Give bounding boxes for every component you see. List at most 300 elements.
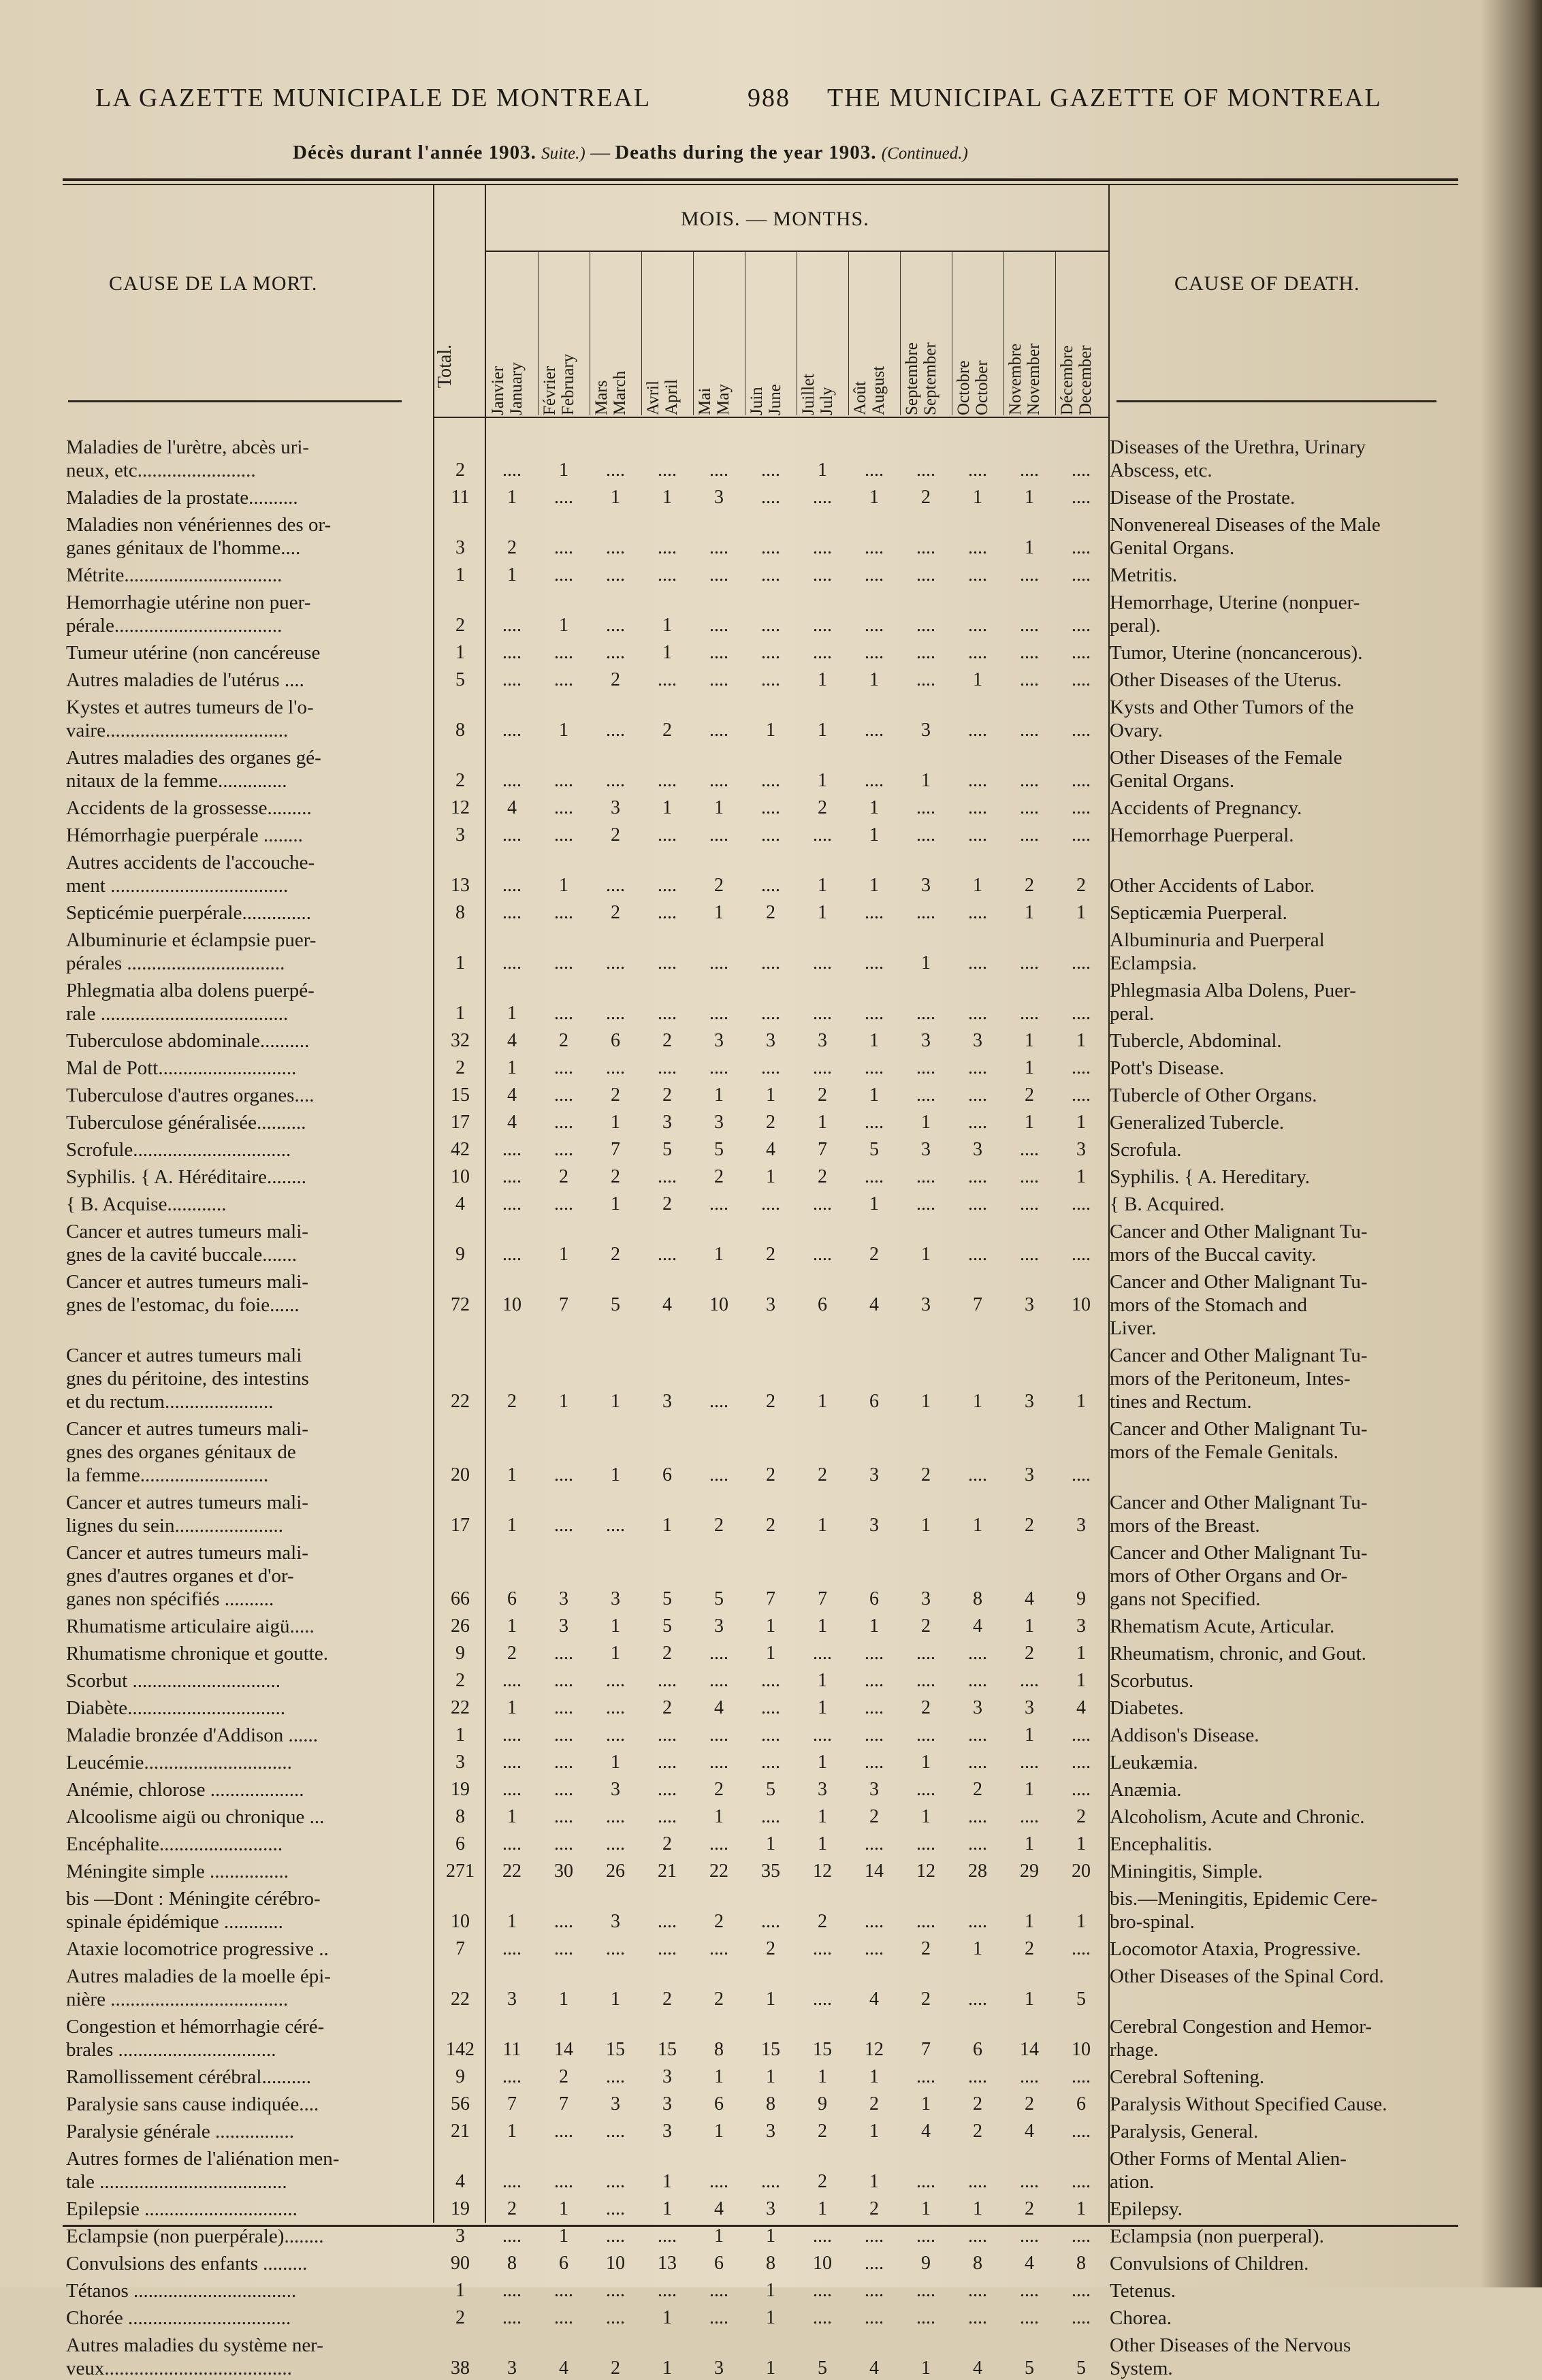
- month-cell: ....: [865, 2280, 884, 2301]
- month-cell: ....: [658, 902, 677, 923]
- month-cell: 3: [869, 1515, 879, 1536]
- month-cell: ....: [813, 564, 832, 585]
- header-dash-en: [1117, 400, 1436, 402]
- cause-en-line: [1110, 851, 1477, 874]
- month-cell: 2: [507, 1643, 517, 1664]
- month-cell: ....: [606, 770, 625, 791]
- month-cell: 1: [1025, 537, 1034, 558]
- month-cell: ....: [865, 1643, 884, 1664]
- month-cell: 1: [921, 1806, 931, 1827]
- month-cell: 1: [818, 2198, 827, 2219]
- month-cell: ....: [554, 1112, 573, 1133]
- cause-en-line: mors of the Peritoneum, Intes-: [1110, 1368, 1351, 1389]
- cause-fr: [66, 1669, 423, 1692]
- total-cell: 13: [451, 875, 470, 896]
- month-cell: ....: [1020, 2171, 1039, 2192]
- month-label-fr: Mars: [592, 380, 611, 415]
- cause-en-line: Rheumatism, chronic, and Gout.: [1110, 1643, 1366, 1665]
- cause-fr: [66, 1751, 423, 1774]
- cause-fr-line: Ramollissement cérébral..........: [66, 2066, 311, 2088]
- cause-en-line: Eclampsia.: [1110, 952, 1198, 974]
- month-cell: ....: [865, 2253, 884, 2274]
- month-cell: ....: [606, 642, 625, 663]
- month-cell: ....: [865, 2307, 884, 2328]
- month-cell: ....: [968, 564, 987, 585]
- month-cell: ....: [968, 1193, 987, 1215]
- month-cell: ....: [1072, 2225, 1091, 2247]
- cause-en: [1110, 1887, 1477, 1933]
- cause-en-line: bis.—Meningitis, Epidemic Cere-: [1110, 1888, 1378, 1910]
- month-cell: 1: [1025, 1833, 1034, 1854]
- month-cell: ....: [916, 615, 935, 636]
- cause-en-line: { B. Acquired.: [1110, 1193, 1225, 1215]
- month-cell: 4: [507, 1030, 517, 1051]
- month-cell: ....: [865, 1938, 884, 1959]
- cause-fr-line: brales ................................: [66, 2039, 276, 2061]
- cause-fr-line: Cancer et autres tumeurs mali-: [66, 1418, 308, 1440]
- cause-en-line: Cerebral Softening.: [1110, 2066, 1265, 2088]
- cause-en-line: Liver.: [1110, 1317, 1157, 1339]
- month-cell: ....: [554, 1697, 573, 1718]
- month-cell: 4: [921, 2121, 931, 2142]
- month-cell: ....: [709, 642, 728, 663]
- month-cell: 6: [559, 2253, 568, 2274]
- month-cell: ....: [554, 902, 573, 923]
- month-cell: ....: [502, 1670, 521, 1691]
- month-cell: 5: [611, 1294, 620, 1315]
- month-label-fr: Octobre: [954, 360, 973, 415]
- month-cell: 1: [559, 615, 568, 636]
- month-cell: 1: [507, 1515, 517, 1536]
- month-cell: ....: [968, 2225, 987, 2247]
- month-cell: 5: [662, 1615, 672, 1637]
- month-cell: 1: [869, 669, 879, 690]
- cause-en-line: gans not Specified.: [1110, 1588, 1261, 1610]
- month-cell: ....: [865, 1166, 884, 1187]
- month-cell: ....: [606, 2171, 625, 2192]
- cause-fr: [66, 1138, 423, 1161]
- month-cell: 3: [818, 1779, 827, 1800]
- month-cell: 10: [813, 2253, 832, 2274]
- month-cell: ....: [761, 1806, 780, 1827]
- month-cell: ....: [606, 1515, 625, 1536]
- cause-fr-line: vaire.....................................: [66, 720, 289, 741]
- month-cell: 21: [658, 1861, 677, 1882]
- month-cell: ....: [865, 1911, 884, 1932]
- month-cell: ....: [1072, 487, 1091, 508]
- month-cell: ....: [813, 615, 832, 636]
- month-cell: 2: [766, 1244, 775, 1265]
- month-divider: [693, 252, 694, 415]
- total-cell: 1: [455, 1003, 465, 1024]
- cause-fr: [66, 1417, 423, 1487]
- month-cell: 4: [1025, 2121, 1034, 2142]
- month-cell: 12: [865, 2039, 884, 2060]
- month-cell: ....: [554, 2280, 573, 2301]
- month-cell: 2: [714, 1911, 724, 1932]
- month-cell: 3: [662, 2093, 672, 2114]
- month-cell: 4: [507, 797, 517, 818]
- month-cell: 1: [714, 797, 724, 818]
- month-cell: 2: [611, 1244, 620, 1265]
- cause-en-line: Hemorrhage Puerperal.: [1110, 824, 1294, 846]
- month-label-fr: Mai: [696, 387, 714, 415]
- month-cell: ....: [658, 1752, 677, 1773]
- cause-fr: [66, 746, 423, 792]
- month-cell: 26: [606, 1861, 625, 1882]
- month-cell: ....: [761, 2171, 780, 2192]
- month-cell: 5: [662, 1588, 672, 1609]
- month-cell: 8: [714, 2039, 724, 2060]
- cause-en-line: Abscess, etc.: [1110, 460, 1212, 481]
- month-cell: 3: [714, 487, 724, 508]
- month-cell: 12: [813, 1861, 832, 1882]
- month-cell: ....: [916, 824, 935, 846]
- month-cell: 20: [1072, 1861, 1091, 1882]
- total-cell: 21: [451, 2121, 470, 2142]
- month-cell: ....: [865, 1057, 884, 1078]
- month-label-fr: Juillet: [799, 373, 818, 415]
- month-cell: 3: [611, 1911, 620, 1932]
- total-cell: 8: [455, 720, 465, 741]
- month-cell: ....: [606, 2280, 625, 2301]
- month-cell: ....: [761, 1752, 780, 1773]
- month-cell: 9: [921, 2253, 931, 2274]
- cause-en-line: Metritis.: [1110, 564, 1178, 586]
- month-cell: ....: [658, 1779, 677, 1800]
- month-cell: ....: [916, 2307, 935, 2328]
- total-cell: 9: [455, 1244, 465, 1265]
- month-cell: 10: [606, 2253, 625, 2274]
- month-cell: 1: [766, 1833, 775, 1854]
- total-cell: 9: [455, 1643, 465, 1664]
- month-cell: ....: [554, 1779, 573, 1800]
- month-cell: 2: [818, 1911, 827, 1932]
- top-rule: [63, 178, 1458, 181]
- month-cell: ....: [709, 1670, 728, 1691]
- cause-en: [1110, 2015, 1477, 2061]
- month-cell: 2: [1025, 875, 1034, 896]
- month-cell: 1: [714, 1084, 724, 1106]
- cause-fr-line: Autres maladies des organes gé-: [66, 747, 321, 769]
- total-cell: 20: [451, 1464, 470, 1485]
- month-cell: 29: [1020, 1861, 1039, 1882]
- month-cell: ....: [709, 952, 728, 974]
- month-cell: 1: [507, 487, 517, 508]
- total-cell: 11: [451, 487, 470, 508]
- cause-fr-line: gnes des organes génitaux de: [66, 1441, 296, 1463]
- cause-en-line: Paralysis, General.: [1110, 2121, 1259, 2142]
- month-cell: 1: [973, 669, 982, 690]
- month-cell: 2: [766, 902, 775, 923]
- month-cell: ....: [968, 2066, 987, 2087]
- month-cell: ....: [813, 1057, 832, 1078]
- cause-en: [1110, 2198, 1477, 2221]
- month-cell: ....: [916, 1670, 935, 1691]
- month-cell: 6: [714, 2093, 724, 2114]
- month-cell: ....: [554, 1139, 573, 1160]
- month-cell: ....: [761, 1193, 780, 1215]
- cause-en: [1110, 1138, 1477, 1161]
- month-cell: 2: [507, 2198, 517, 2219]
- month-cell: 3: [766, 2198, 775, 2219]
- month-cell: ....: [554, 1515, 573, 1536]
- month-cell: 1: [714, 2225, 724, 2247]
- total-cell: 271: [446, 1861, 475, 1882]
- cause-fr-line: nière ....................................: [66, 1989, 289, 2010]
- month-cell: 1: [1076, 1911, 1086, 1932]
- month-cell: 1: [662, 2358, 672, 2379]
- month-cell: ....: [916, 1643, 935, 1664]
- total-cell: 1: [455, 564, 465, 585]
- month-cell: 1: [921, 2093, 931, 2114]
- month-cell: ....: [554, 1833, 573, 1854]
- month-cell: 15: [606, 2039, 625, 2060]
- month-cell: 1: [662, 2307, 672, 2328]
- month-cell: ....: [658, 537, 677, 558]
- month-cell: ....: [1072, 1752, 1091, 1773]
- month-cell: 10: [1072, 1294, 1091, 1315]
- cause-fr: [66, 929, 423, 975]
- month-header-september: [903, 252, 952, 415]
- month-cell: 1: [662, 797, 672, 818]
- month-cell: 4: [869, 2358, 879, 2379]
- cause-en-header: CAUSE OF DEATH.: [1174, 272, 1360, 295]
- month-cell: 1: [611, 1643, 620, 1664]
- month-cell: 8: [766, 2253, 775, 2274]
- cause-fr: [66, 2334, 423, 2380]
- cause-en-line: peral.: [1110, 1003, 1155, 1025]
- month-cell: ....: [761, 487, 780, 508]
- month-cell: ....: [1020, 824, 1039, 846]
- cause-fr-line: rale ......................................: [66, 1003, 289, 1025]
- cause-en: [1110, 824, 1477, 847]
- month-cell: ....: [606, 1806, 625, 1827]
- month-cell: 1: [1025, 1779, 1034, 1800]
- month-cell: 3: [1025, 1391, 1034, 1412]
- cause-fr-line: Tumeur utérine (non cancéreuse: [66, 642, 321, 664]
- cause-fr-line: gnes du péritoine, des intestins: [66, 1368, 309, 1389]
- month-cell: 1: [766, 2066, 775, 2087]
- month-cell: ....: [554, 1911, 573, 1932]
- month-cell: ....: [554, 564, 573, 585]
- month-cell: 1: [507, 1697, 517, 1718]
- total-cell: 26: [451, 1615, 470, 1637]
- top-rule-thin: [63, 184, 1458, 185]
- month-cell: 1: [662, 1515, 672, 1536]
- month-cell: ....: [968, 1084, 987, 1106]
- month-cell: 14: [865, 1861, 884, 1882]
- month-cell: 8: [766, 2093, 775, 2114]
- month-cell: ....: [968, 1643, 987, 1664]
- cause-en-line: Cancer and Other Malignant Tu-: [1110, 1542, 1368, 1564]
- month-cell: ....: [865, 1697, 884, 1718]
- month-divider: [1055, 252, 1056, 415]
- month-cell: 3: [611, 1779, 620, 1800]
- cause-en: [1110, 1084, 1477, 1107]
- month-cell: 6: [662, 1464, 672, 1485]
- month-cell: ....: [658, 1057, 677, 1078]
- cause-fr: [66, 824, 423, 847]
- month-cell: ....: [709, 1003, 728, 1024]
- cause-fr: [66, 1937, 423, 1961]
- month-header-june: [748, 252, 797, 415]
- month-cell: 1: [921, 2198, 931, 2219]
- month-cell: ....: [968, 460, 987, 481]
- cause-en: [1110, 641, 1477, 664]
- month-cell: ....: [1072, 564, 1091, 585]
- month-cell: ....: [1072, 2280, 1091, 2301]
- month-cell: 1: [818, 460, 827, 481]
- month-cell: ....: [554, 669, 573, 690]
- cause-en-line: Other Diseases of the Spinal Cord.: [1110, 1965, 1384, 1987]
- month-cell: ....: [813, 1989, 832, 2010]
- month-cell: 1: [662, 2198, 672, 2219]
- cause-fr-line: Rhumatisme chronique et goutte.: [66, 1643, 328, 1665]
- month-cell: ....: [658, 2280, 677, 2301]
- cause-fr-line: Maladies de l'urètre, abcès uri-: [66, 436, 310, 458]
- month-cell: 1: [714, 1244, 724, 1265]
- month-cell: ....: [968, 642, 987, 663]
- month-cell: 1: [766, 1166, 775, 1187]
- cause-fr-line: Septicémie puerpérale..............: [66, 902, 311, 924]
- month-cell: ....: [502, 720, 521, 741]
- month-cell: ....: [606, 564, 625, 585]
- subtitle-fr-suite: Suite.): [541, 144, 585, 163]
- month-cell: ....: [554, 770, 573, 791]
- month-cell: 1: [766, 1615, 775, 1637]
- month-cell: ....: [916, 1911, 935, 1932]
- month-cell: 7: [818, 1588, 827, 1609]
- month-cell: 30: [554, 1861, 573, 1882]
- cause-en-line: Ovary.: [1110, 720, 1163, 741]
- month-cell: 1: [507, 1057, 517, 1078]
- month-cell: ....: [1072, 1464, 1091, 1485]
- month-cell: 1: [507, 1464, 517, 1485]
- cause-fr: [66, 1833, 423, 1856]
- month-cell: 3: [869, 1464, 879, 1485]
- cause-en-line: mors of the Breast.: [1110, 1515, 1260, 1537]
- cause-en: [1110, 2252, 1477, 2275]
- month-cell: 1: [611, 1464, 620, 1485]
- cause-en-line: Other Diseases of the Nervous: [1110, 2334, 1351, 2356]
- month-cell: 1: [1025, 902, 1034, 923]
- month-cell: ....: [709, 1193, 728, 1215]
- cause-fr-line: Méningite simple ................: [66, 1861, 289, 1882]
- month-cell: 3: [766, 2121, 775, 2142]
- month-header-january: [489, 252, 538, 415]
- month-cell: 6: [1076, 2093, 1086, 2114]
- month-cell: ....: [1020, 1752, 1039, 1773]
- month-cell: ....: [606, 1833, 625, 1854]
- month-label-fr: Avril: [644, 381, 662, 415]
- month-cell: 7: [973, 1294, 982, 1315]
- month-cell: 7: [507, 2093, 517, 2114]
- month-cell: 1: [869, 2066, 879, 2087]
- month-cell: 6: [611, 1030, 620, 1051]
- cause-fr-line: Hémorrhagie puerpérale ........: [66, 824, 303, 846]
- cause-fr-line: Autres maladies du système ner-: [66, 2334, 323, 2356]
- month-cell: 1: [611, 1112, 620, 1133]
- month-cell: ....: [709, 460, 728, 481]
- cause-fr: [66, 436, 423, 482]
- month-cell: ....: [554, 1643, 573, 1664]
- month-cell: ....: [813, 1643, 832, 1664]
- month-cell: ....: [968, 797, 987, 818]
- month-cell: ....: [1072, 1779, 1091, 1800]
- month-cell: 3: [507, 1989, 517, 2010]
- total-cell: 2: [455, 1057, 465, 1078]
- month-cell: ....: [761, 1697, 780, 1718]
- month-cell: 1: [1025, 487, 1034, 508]
- total-cell: 56: [451, 2093, 470, 2114]
- month-divider: [538, 252, 539, 415]
- cause-en-line: Scorbutus.: [1110, 1670, 1194, 1692]
- month-cell: 2: [869, 2198, 879, 2219]
- cause-fr: [66, 1778, 423, 1801]
- cause-en-line: Scrofula.: [1110, 1139, 1182, 1161]
- month-cell: ....: [554, 824, 573, 846]
- month-cell: 2: [662, 1697, 672, 1718]
- month-cell: 3: [921, 1139, 931, 1160]
- total-cell: 2: [455, 1670, 465, 1691]
- month-header-december: [1058, 252, 1107, 415]
- month-cell: 2: [818, 797, 827, 818]
- month-cell: ....: [502, 952, 521, 974]
- cause-fr: [66, 1084, 423, 1107]
- month-cell: 1: [1076, 1391, 1086, 1412]
- column-header-rule: [433, 417, 1108, 418]
- total-cell: 3: [455, 824, 465, 846]
- month-cell: ....: [968, 1112, 987, 1133]
- month-cell: ....: [916, 902, 935, 923]
- cause-en-line: mors of the Stomach and: [1110, 1294, 1307, 1316]
- month-cell: ....: [658, 1003, 677, 1024]
- month-cell: ....: [968, 1057, 987, 1078]
- month-cell: 2: [766, 1112, 775, 1133]
- cause-en-line: bro-spinal.: [1110, 1911, 1195, 1933]
- cause-fr: [66, 1860, 423, 1883]
- cause-en: [1110, 901, 1477, 924]
- month-cell: 2: [662, 720, 672, 741]
- cause-en-line: Other Forms of Mental Alien-: [1110, 2148, 1347, 2170]
- month-cell: 7: [611, 1139, 620, 1160]
- month-cell: ....: [709, 1643, 728, 1664]
- month-cell: ....: [1020, 797, 1039, 818]
- month-cell: 1: [818, 1670, 827, 1691]
- month-header-august: [851, 252, 900, 415]
- month-cell: ....: [606, 875, 625, 896]
- month-label-en: June: [766, 384, 784, 415]
- cause-en-line: Phlegmasia Alba Dolens, Puer-: [1110, 980, 1356, 1001]
- cause-en-line: Cancer and Other Malignant Tu-: [1110, 1418, 1368, 1440]
- month-cell: 1: [921, 770, 931, 791]
- month-cell: 8: [1076, 2253, 1086, 2274]
- month-header-april: [644, 252, 693, 415]
- month-cell: ....: [968, 952, 987, 974]
- month-cell: 2: [766, 1391, 775, 1412]
- month-cell: ....: [658, 669, 677, 690]
- cause-fr-line: Cancer et autres tumeurs mali-: [66, 1271, 308, 1293]
- month-cell: ....: [554, 797, 573, 818]
- month-cell: ....: [554, 1806, 573, 1827]
- month-cell: ....: [502, 770, 521, 791]
- month-cell: 3: [1025, 1294, 1034, 1315]
- month-cell: ....: [968, 2280, 987, 2301]
- month-cell: 2: [766, 1464, 775, 1485]
- month-cell: ....: [813, 1724, 832, 1746]
- month-cell: 2: [714, 1779, 724, 1800]
